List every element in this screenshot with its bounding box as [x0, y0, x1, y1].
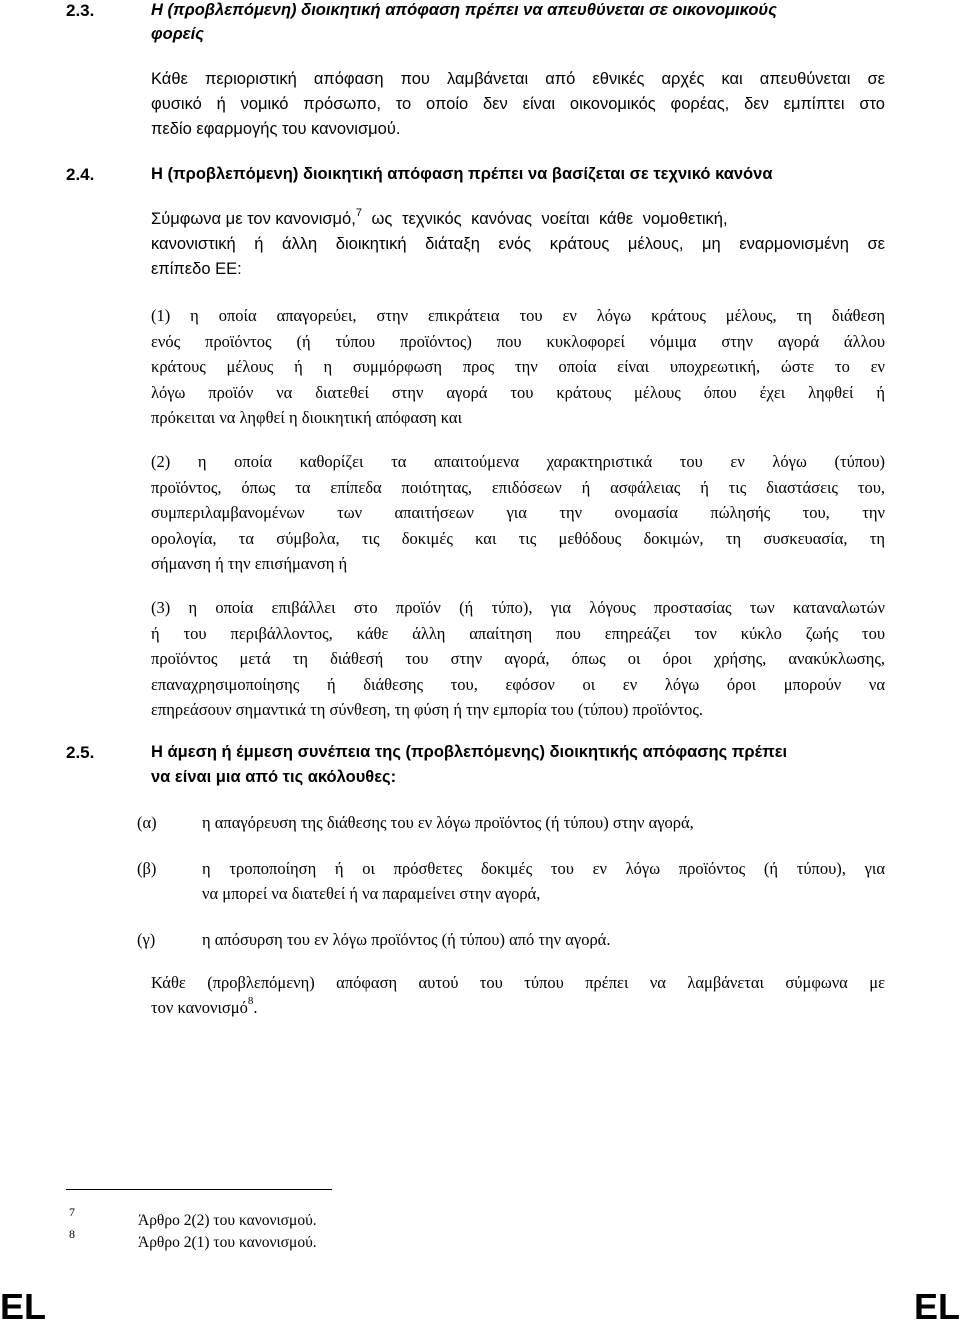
item1-line: κράτους μέλους ή η συμμόρφωση προς την οποία είναι υποχρεωτική, ώστε το εν: [151, 357, 885, 376]
section-number-2-3: 2.3.: [66, 1, 95, 20]
footnote-7-number: 7: [69, 1205, 75, 1219]
list-text-gamma: η απόσυρση του εν λόγω προϊόντος (ή τύπου) από την αγορά.: [202, 930, 611, 949]
item3-line: προϊόντος μετά τη διάθεσή του στην αγορά, όπως οι όροι χρήσης, ανακύκλωσης,: [151, 649, 885, 668]
item2-line: σήμανση ή την επισήμανση ή: [151, 554, 348, 573]
item1-line: ενός προϊόντος (ή τύπου προϊόντος) που κυκλοφορεί νόμιμα στην αγορά άλλου: [151, 331, 885, 351]
list-text-alpha: η απαγόρευση της διάθεσης του εν λόγω προϊόντος (ή τύπου) στην αγορά,: [202, 813, 694, 832]
intro-line1: [151, 207, 885, 233]
list-text-beta-line2: να μπορεί να διατεθεί ή να παραμείνει στην αγορά,: [202, 884, 541, 903]
item2-line: ορολογία, τα σύμβολα, τις δοκιμές και τις μεθόδους δοκιμών, τη συσκευασία, τη: [151, 528, 885, 548]
list-item-2: [151, 449, 885, 577]
item1-line: λόγω προϊόν να διατεθεί στην αγορά του κράτους μέλους όπου έχει ληφθεί ή: [151, 382, 885, 402]
language-marker-left: EL: [0, 1286, 47, 1327]
footnote-7-text: Άρθρο 2(2) του κανονισμού.: [138, 1212, 317, 1229]
item1-line: (1) η οποία απαγορεύει, στην επικράτεια του εν λόγω κράτους μέλους, τη διάθεση: [151, 306, 885, 325]
intro-line3: επίπεδο ΕΕ:: [151, 260, 242, 278]
closing-line2: [151, 995, 258, 1021]
footnote-8-number: 8: [69, 1227, 75, 1241]
intro-text-b: ως τεχνικός κανόνας νοείται κάθε νομοθετική,: [361, 210, 728, 228]
list-item-3: [151, 595, 885, 723]
footnote-ref-8[interactable]: 8: [247, 995, 254, 1007]
paragraph-2-3-line3: πεδίο εφαρμογής του κανονισμού.: [151, 120, 401, 138]
footnote-separator: [66, 1189, 332, 1190]
list-item-1: [151, 303, 885, 431]
closing-text-a: τον κανονισμό: [151, 998, 248, 1017]
list-text-beta-line1: η τροποποίηση ή οι πρόσθετες δοκιμές του εν λόγω προϊόντος (ή τύπου), για: [202, 859, 885, 878]
item3-line: (3) η οποία επιβάλλει στο προϊόν (ή τύπο), για λόγους προστασίας των καταναλωτών: [151, 598, 885, 617]
closing-text-b: .: [253, 998, 258, 1017]
section-number-2-4: 2.4.: [66, 165, 95, 184]
footnote-8-text: Άρθρο 2(1) του κανονισμού.: [138, 1234, 317, 1251]
section-heading-2-3-line1: Η (προβλεπόμενη) διοικητική απόφαση πρέπει να απευθύνεται σε οικονομικούς: [151, 1, 777, 19]
section-number-2-5: 2.5.: [66, 743, 95, 762]
item2-line: (2) η οποία καθορίζει τα απαιτούμενα χαρακτηριστικά του εν λόγω (τύπου): [151, 452, 885, 471]
paragraph-2-3-line1: Κάθε περιοριστική απόφαση που λαμβάνεται από εθνικές αρχές και απευθύνεται σε: [151, 70, 885, 88]
section-heading-2-3-line2: φορείς: [151, 25, 204, 43]
list-label-alpha: (α): [137, 813, 157, 832]
section-heading-2-4: Η (προβλεπόμενη) διοικητική απόφαση πρέπει να βασίζεται σε τεχνικό κανόνα: [151, 165, 773, 183]
list-label-beta: (β): [137, 859, 157, 878]
section-heading-2-5-line1: Η άμεση ή έμμεση συνέπεια της (προβλεπόμενης) διοικητικής απόφασης πρέπει: [151, 743, 788, 761]
section-heading-2-5-line2: να είναι μια από τις ακόλουθες:: [151, 768, 397, 786]
item3-line: επηρεάσουν σημαντικά τη σύνθεση, τη φύση ή την εμπορία του (τύπου) προϊόντος.: [151, 700, 704, 719]
item1-line: πρόκειται να ληφθεί η διοικητική απόφαση και: [151, 408, 463, 427]
list-label-gamma: (γ): [137, 930, 156, 949]
closing-line1: Κάθε (προβλεπόμενη) απόφαση αυτού του τύπου πρέπει να λαμβάνεται σύμφωνα με: [151, 973, 885, 992]
intro-text-a: Σύμφωνα με τον κανονισμό,: [151, 210, 356, 228]
item3-line: ή του περιβάλλοντος, κάθε άλλη απαίτηση που επηρεάζει τον κύκλο ζωής του: [151, 623, 885, 643]
paragraph-2-3-line2: φυσικό ή νομικό πρόσωπο, το οποίο δεν είναι οικονομικός φορέας, δεν εμπίπτει στο: [151, 95, 885, 113]
footnote-ref-7[interactable]: 7: [355, 207, 362, 219]
intro-line2: κανονιστική ή άλλη διοικητική διάταξη ενός κράτους μέλους, μη εναρμονισμένη σε: [151, 235, 885, 253]
language-marker-right: EL: [913, 1286, 960, 1327]
item3-line: επαναχρησιμοποίησης ή διάθεσης του, εφόσον οι εν λόγω όροι μπορούν να: [151, 674, 885, 694]
item2-line: συμπεριλαμβανομένων των απαιτήσεων για την ονομασία πώλησής του, την: [151, 503, 885, 522]
item2-line: προϊόντος, όπως τα επίπεδα ποιότητας, επιδόσεων ή ασφάλειας ή τις διαστάσεις του,: [151, 477, 885, 497]
